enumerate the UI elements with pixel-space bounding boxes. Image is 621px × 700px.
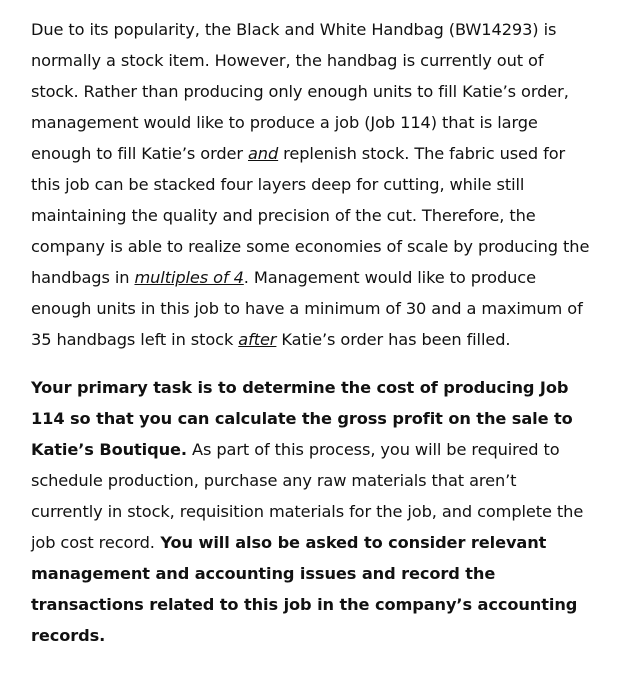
paragraph-intro-text-1: Due to its popularity, the Black and White Handbag (BW14293) is normally a stock item. However, the handbag is currently out of stock. Rather than producing only enough units to fill Katie’s order, management would like to produce a job (Job 114) that is large enough to fill Katie’s order [31, 20, 569, 163]
paragraph-intro-text-2: replenish stock. The fabric used for this job can be stacked four layers deep for cutting, while still maintaining the quality and precision of the cut. Therefore, the company is able to realize some economies of scale by producing the handbags in [31, 144, 590, 287]
document-body [31, 14, 591, 651]
emphasis-multiples-of-4: multiples of 4 [134, 268, 244, 287]
paragraph-intro-text-3: . Management would like to produce enough units in this job to have a minimum of 30 and a maximum of 35 handbags left in stock [31, 268, 583, 349]
paragraph-task [31, 372, 591, 651]
paragraph-intro [31, 14, 591, 355]
task-process-text: As part of this process, you will be required to schedule production, purchase any raw materials that aren’t currently in stock, requisition materials for the job, and complete the job cost record. [31, 440, 584, 552]
task-secondary-bold: You will also be asked to consider relevant management and accounting issues and record the transactions related to this job in the company’s accounting records. [31, 533, 578, 645]
emphasis-and: and [247, 144, 279, 163]
emphasis-after: after [238, 330, 277, 349]
paragraph-intro-text-4: Katie’s order has been filled. [276, 330, 511, 349]
task-primary-bold: Your primary task is to determine the cost of producing Job 114 so that you can calculate the gross profit on the sale to Katie’s Boutique. [31, 378, 573, 459]
